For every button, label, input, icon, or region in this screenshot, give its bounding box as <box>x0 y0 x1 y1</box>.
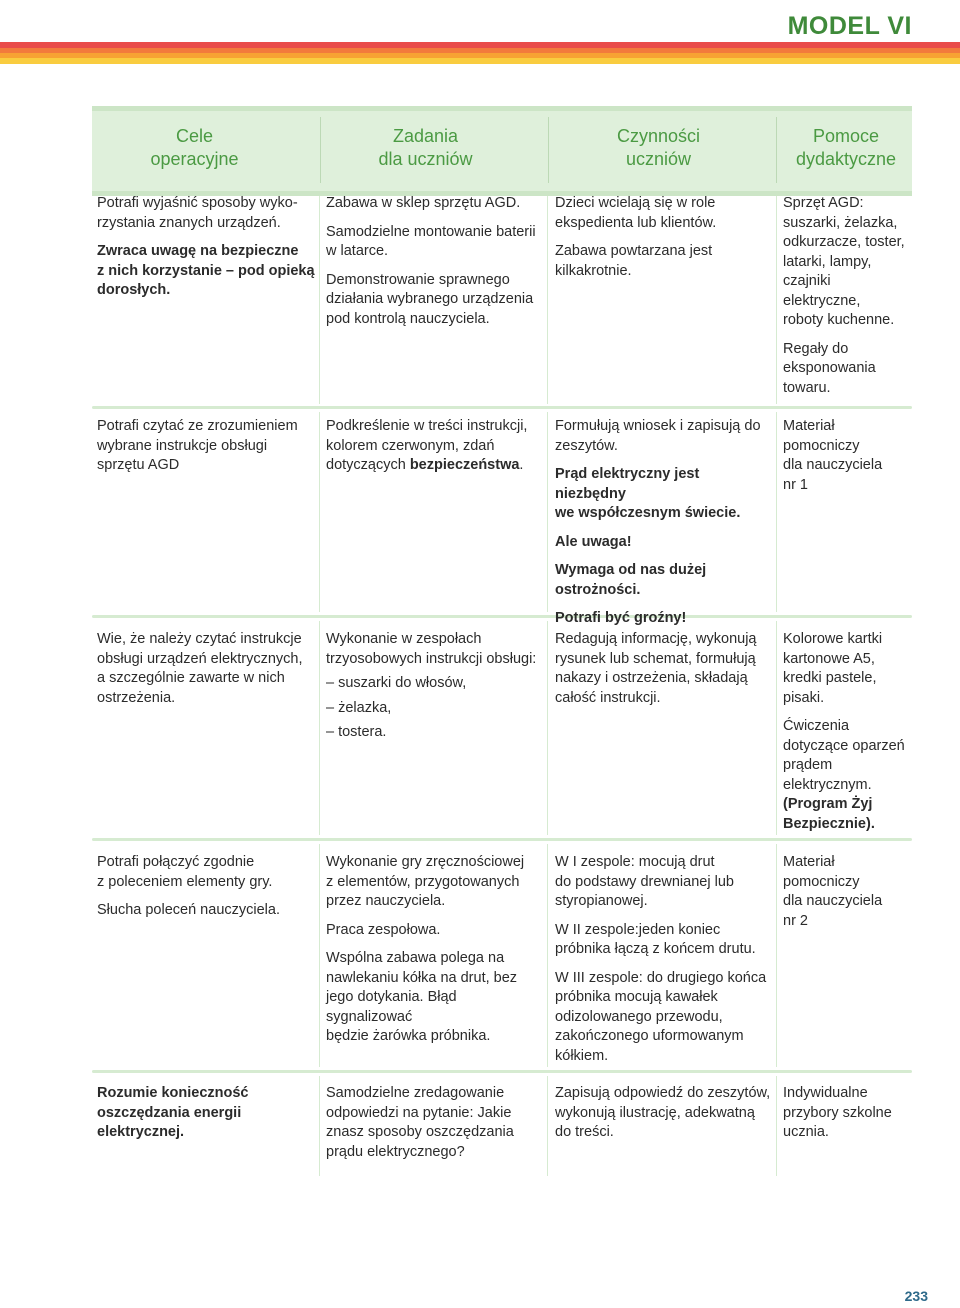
page-number: 233 <box>904 1288 928 1304</box>
cell-paragraph: Słucha poleceń nauczyciela. <box>97 902 280 918</box>
cell-paragraph: – suszarki do włosów, <box>326 675 467 691</box>
cell-paragraph: Indywidualne przybory szkolne ucznia. <box>783 1085 892 1140</box>
row1-pomoce <box>783 194 923 407</box>
row2-cele <box>97 417 315 485</box>
column-divider <box>319 621 320 835</box>
header-czynnosci <box>556 125 761 171</box>
cell-paragraph: Wykonanie gry zręcznościowej z elementów, przygotowanych przez nauczyciela. <box>326 854 525 909</box>
cell-paragraph: Redagują informację, wykonują rysunek lub schemat, formułują nakazy i ostrzeżenia, składają całość instrukcji. <box>555 631 757 706</box>
table-header <box>92 106 912 196</box>
cell-paragraph: W III zespole: do drugiego końca próbnika mocują kawałek odizolowanego przewodu, zakończonego uformowanym kółkiem. <box>555 969 767 1064</box>
cell-paragraph: – tostera. <box>326 724 387 740</box>
cell-paragraph: Materiał pomocniczy dla nauczyciela nr 1 <box>783 418 883 493</box>
header-zadania-line-2: dla uczniów <box>378 149 473 169</box>
column-divider <box>319 412 320 612</box>
cell-paragraph: W I zespole: mocują drut do podstawy drewnianej lub styropianowej. <box>555 854 734 909</box>
column-divider <box>547 1076 548 1176</box>
header-czynnosci-line-2: uczniów <box>625 149 692 169</box>
column-divider <box>547 844 548 1067</box>
column-divider <box>319 1076 320 1176</box>
row3-cele <box>97 630 315 717</box>
column-divider <box>547 412 548 612</box>
row3-czynnosci <box>555 630 773 717</box>
header-divider <box>548 117 549 183</box>
row2-zadania <box>326 417 544 485</box>
row5-zadania <box>326 1084 544 1171</box>
header-cele <box>92 125 297 171</box>
cell-paragraph: Potrafi wyjaśnić sposoby wyko- rzystania znanych urządzeń. <box>97 195 298 231</box>
cell-text: Podkreślenie w treści instrukcji, kolorem czerwonym, zdań dotyczących <box>326 418 528 473</box>
page-title: MODEL VI <box>787 12 912 40</box>
cell-paragraph: Materiał pomocniczy dla nauczyciela nr 2 <box>783 854 883 929</box>
header-divider <box>776 117 777 183</box>
cell-paragraph: Demonstrowanie sprawnego działania wybranego urządzenia pod kontrolą nauczyciela. <box>326 271 534 327</box>
column-divider <box>776 621 777 835</box>
rainbow-band <box>0 42 960 64</box>
cell-paragraph: (Program Żyj Bezpiecznie). <box>783 796 875 832</box>
row5-pomoce <box>783 1084 923 1152</box>
row2-czynnosci <box>555 417 773 638</box>
cell-paragraph: Prąd elektryczny jest niezbędny we współczesnym świecie. <box>555 466 741 521</box>
row5-cele <box>97 1084 315 1152</box>
cell-paragraph: Wspólna zabawa polega na nawlekaniu kółka na drut, bez jego dotykania. Błąd sygnalizować będzie żarówka próbnika. <box>326 950 518 1044</box>
row4-czynnosci <box>555 853 773 1075</box>
cell-paragraph: Ćwiczenia dotyczące oparzeń prądem elektrycznym. <box>783 718 905 793</box>
cell-paragraph <box>326 417 544 476</box>
row-divider <box>92 615 912 618</box>
row3-zadania <box>326 630 544 752</box>
header-cele-line-1: Cele <box>175 126 214 146</box>
column-divider <box>776 844 777 1067</box>
cell-paragraph: – żelazka, <box>326 699 392 716</box>
row1-czynnosci <box>555 194 773 290</box>
header-czynnosci-line-1: Czynności <box>616 126 701 146</box>
column-divider <box>776 196 777 404</box>
cell-paragraph: Zwraca uwagę na bezpieczne z nich korzystanie – pod opieką dorosłych. <box>97 243 315 298</box>
column-divider <box>776 1076 777 1176</box>
cell-paragraph: Zabawa w sklep sprzętu AGD. <box>326 195 521 211</box>
cell-paragraph: Rozumie konieczność oszczędzania energii elektrycznej. <box>97 1085 249 1140</box>
cell-paragraph: Wymaga od nas dużej ostrożności. <box>555 562 707 598</box>
row5-czynnosci <box>555 1084 773 1152</box>
header-zadania <box>323 125 528 171</box>
row4-cele <box>97 853 315 930</box>
header-pomoce-line-2: dydaktyczne <box>795 149 897 169</box>
column-divider <box>319 844 320 1067</box>
row-divider <box>92 1070 912 1073</box>
cell-paragraph: Samodzielne zredagowanie odpowiedzi na pytanie: Jakie znasz sposoby oszczędzania prądu elektrycznego? <box>326 1085 514 1160</box>
header-pomoce-line-1: Pomoce <box>812 126 880 146</box>
cell-paragraph: W II zespole:jeden koniec próbnika łączą z końcem drutu. <box>555 921 756 957</box>
cell-paragraph: Kolorowe kartki kartonowe A5, kredki pastele, pisaki. <box>783 631 883 706</box>
header-zadania-line-1: Zadania <box>392 126 459 146</box>
cell-paragraph: Formułują wniosek i zapisują do zeszytów. <box>555 418 761 454</box>
header-divider <box>320 117 321 183</box>
column-divider <box>776 412 777 612</box>
cell-bold-text: bezpieczeństwa <box>409 457 520 473</box>
header-pomoce-text <box>780 125 912 171</box>
cell-paragraph: Zapisują odpowiedź do zeszytów, wykonują ilustrację, adekwatną do treści. <box>555 1085 771 1140</box>
cell-paragraph: Potrafi czytać ze zrozumieniem wybrane instrukcje obsługi sprzętu AGD <box>97 418 298 473</box>
row4-zadania <box>326 853 544 1056</box>
row3-pomoce <box>783 630 923 843</box>
header-cele-line-2: operacyjne <box>150 149 239 169</box>
cell-paragraph: Sprzęt AGD: suszarki, żelazka, odkurzacze, toster, latarki, lampy, czajniki elektryczne, roboty kuchenne. <box>783 195 905 328</box>
cell-paragraph: Praca zespołowa. <box>326 921 441 938</box>
cell-paragraph: Potrafi połączyć zgodnie z poleceniem elementy gry. <box>97 854 273 890</box>
row1-zadania <box>326 194 544 338</box>
column-divider <box>547 196 548 404</box>
cell-paragraph: Samodzielne montowanie baterii w latarce. <box>326 223 536 259</box>
cell-paragraph: Wie, że należy czytać instrukcje obsługi urządzeń elektrycznych, a szczególnie zawarte w nich ostrzeżenia. <box>97 631 303 706</box>
cell-paragraph: Zabawa powtarzana jest kilkakrotnie. <box>555 243 713 279</box>
cell-paragraph: Dzieci wcielają się w role ekspedienta lub klientów. <box>555 195 717 231</box>
column-divider <box>547 621 548 835</box>
cell-paragraph: Ale uwaga! <box>555 533 632 550</box>
row4-pomoce <box>783 853 923 940</box>
column-divider <box>319 196 320 404</box>
row2-pomoce <box>783 417 923 504</box>
row1-cele <box>97 194 315 310</box>
cell-text: . <box>519 457 524 473</box>
cell-paragraph: Potrafi być groźny! <box>555 610 687 626</box>
cell-paragraph: Wykonanie w zespołach trzyosobowych instrukcji obsługi: <box>326 631 537 667</box>
cell-paragraph: Regały do eksponowania towaru. <box>783 340 876 396</box>
